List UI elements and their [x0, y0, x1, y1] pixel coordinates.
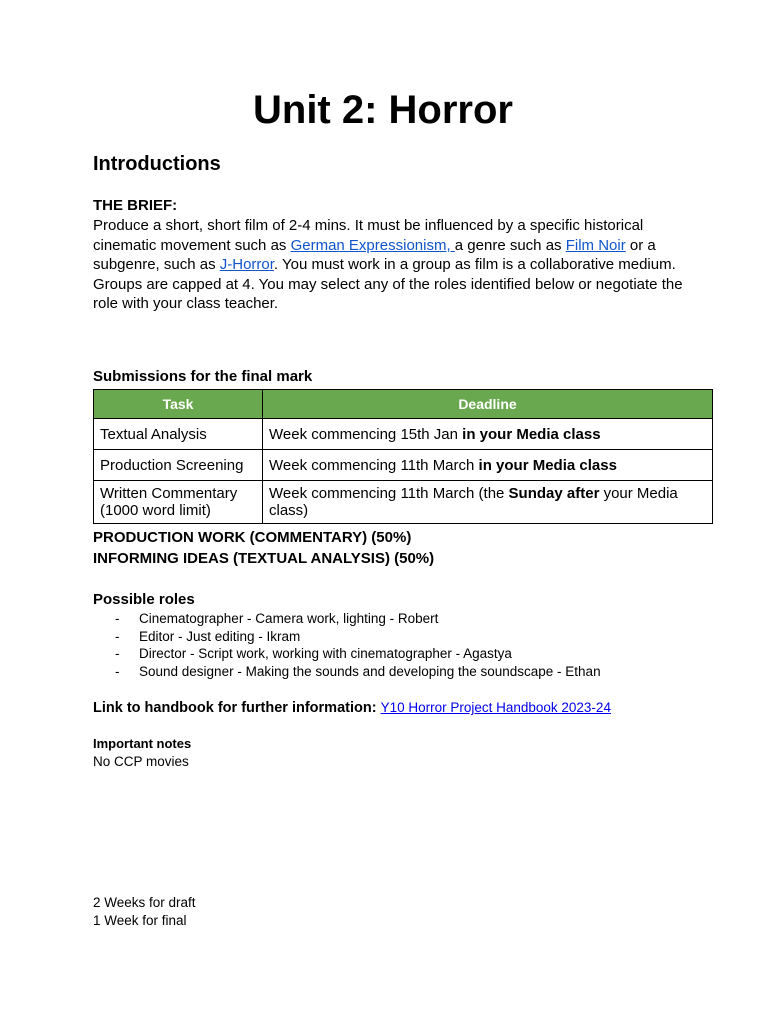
deadline-emphasis: in your Media class: [462, 425, 601, 443]
list-item: [93, 663, 601, 681]
brief-paragraph: [93, 216, 693, 314]
submissions-heading: Submissions for the final mark: [93, 368, 313, 385]
weighting-production: PRODUCTION WORK (COMMENTARY) (50%): [93, 529, 412, 546]
roles-list: [93, 610, 601, 680]
timeline-notes: [93, 894, 196, 929]
list-item: [93, 610, 601, 628]
bullet-dash: -: [115, 628, 120, 644]
bullet-dash: -: [115, 663, 120, 679]
deadline-cell: [263, 481, 713, 524]
timeline-draft: 2 Weeks for draft: [93, 895, 196, 910]
german-expressionism-link[interactable]: German Expressionism,: [290, 236, 455, 254]
header-deadline: Deadline: [263, 390, 713, 419]
deadline-text: Week commencing 15th Jan: [269, 425, 463, 443]
weighting-informing-ideas: INFORMING IDEAS (TEXTUAL ANALYSIS) (50%): [93, 550, 435, 567]
table-row: [94, 481, 713, 524]
deadline-text: Week commencing 11th March (the: [269, 485, 509, 502]
deadline-cell: [263, 450, 713, 481]
bullet-dash: -: [115, 646, 120, 661]
handbook-line: [93, 698, 611, 718]
deadline-cell: [263, 419, 713, 450]
mark-weightings: [93, 527, 434, 569]
notes-heading: Important notes: [93, 736, 192, 751]
deadline-text: Week commencing 11th March: [269, 456, 479, 474]
brief-text-4: . You must work in a group as film is a collaborative medium. Groups are capped at 4. You may select any of the roles identified below or negotiate the role with your class teacher.: [93, 256, 683, 313]
notes-body: No CCP movies: [93, 754, 189, 769]
table-header-row: [94, 390, 713, 419]
table-row: [94, 419, 713, 450]
bullet-dash: -: [115, 611, 120, 626]
header-task: Task: [94, 390, 263, 419]
deadline-text-end: your Media class): [269, 485, 678, 519]
brief-text-2: a genre such as: [454, 236, 566, 254]
deadline-emphasis: in your Media class: [478, 456, 617, 474]
list-item: [93, 628, 601, 646]
brief-heading: THE BRIEF:: [93, 197, 178, 214]
j-horror-link[interactable]: J-Horror: [219, 256, 274, 274]
brief-text-3: or a subgenre, such as: [93, 236, 656, 274]
brief-text-1: Produce a short, short film of 2-4 mins. It must be influenced by a specific historical cinematic movement such as: [93, 217, 644, 254]
handbook-link[interactable]: Y10 Horror Project Handbook 2023-24: [380, 700, 611, 715]
role-text: Director - Script work, working with cinematographer - Agastya: [139, 646, 512, 661]
section-heading: Introductions: [93, 153, 221, 175]
task-cell: Textual Analysis: [94, 419, 263, 450]
role-text: Sound designer - Making the sounds and developing the soundscape - Ethan: [139, 663, 601, 679]
deadline-emphasis: Sunday after: [508, 485, 600, 502]
role-text: Cinematographer - Camera work, lighting - Robert: [139, 611, 439, 626]
film-noir-link[interactable]: Film Noir: [565, 236, 626, 254]
timeline-final: 1 Week for final: [93, 912, 187, 928]
roles-heading: Possible roles: [93, 591, 195, 608]
task-cell: Written Commentary (1000 word limit): [94, 481, 263, 524]
role-text: Editor - Just editing - Ikram: [139, 628, 301, 644]
page-title: Unit 2: Horror: [253, 88, 513, 132]
submissions-table: [93, 389, 713, 524]
list-item: [93, 645, 601, 663]
task-cell: Production Screening: [94, 450, 263, 481]
table-row: [94, 450, 713, 481]
handbook-label: Link to handbook for further information:: [93, 700, 377, 716]
